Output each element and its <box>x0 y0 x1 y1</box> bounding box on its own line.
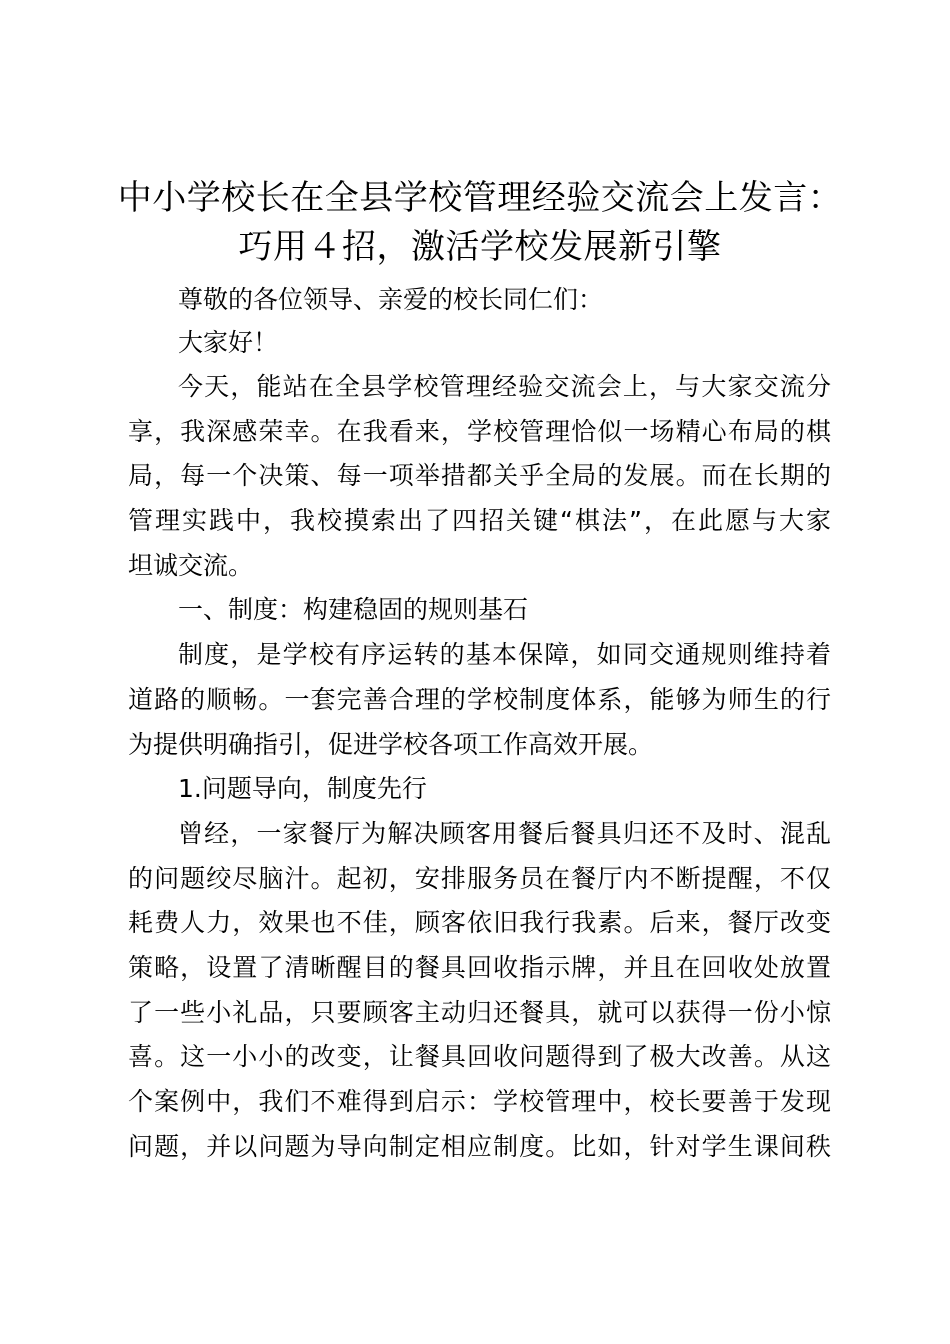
subsection-body-line-6: 喜。这一小小的改变，让餐具回收问题得到了极大改善。从这 <box>128 1042 831 1071</box>
intro-line-4: 管理实践中，我校摸索出了四招关键“棋法”，在此愿与大家 <box>128 506 831 535</box>
intro-line-3: 局，每一个决策、每一项举措都关乎全局的发展。而在长期的 <box>128 461 831 490</box>
intro-line-2: 享，我深感荣幸。在我看来，学校管理恰似一场精心布局的棋 <box>128 417 831 446</box>
intro-line-5: 坦诚交流。 <box>128 551 254 580</box>
subsection-heading: 1.问题导向，制度先行 <box>178 774 427 803</box>
subsection-body-line-1: 曾经，一家餐厅为解决顾客用餐后餐具归还不及时、混乱 <box>178 819 831 848</box>
subsection-body-line-3: 耗费人力，效果也不佳，顾客依旧我行我素。后来，餐厅改变 <box>128 908 831 937</box>
subsection-body-line-4: 策略，设置了清晰醒目的餐具回收指示牌，并且在回收处放置 <box>128 953 831 982</box>
salutation: 尊敬的各位领导、亲爱的校长同仁们： <box>178 285 604 314</box>
greeting: 大家好！ <box>178 328 279 357</box>
subsection-body-line-2: 的问题绞尽脑汁。起初，安排服务员在餐厅内不断提醒，不仅 <box>128 864 831 893</box>
section-body-line-3: 为提供明确指引，促进学校各项工作高效开展。 <box>128 730 654 759</box>
section-body-line-2: 道路的顺畅。一套完善合理的学校制度体系，能够为师生的行 <box>128 685 831 714</box>
intro-line-1: 今天，能站在全县学校管理经验交流会上，与大家交流分 <box>178 372 831 401</box>
subsection-body-line-7: 个案例中，我们不难得到启示：学校管理中，校长要善于发现 <box>128 1087 831 1116</box>
document-title-line-1: 中小学校长在全县学校管理经验交流会上发言： <box>117 178 843 218</box>
section-body-line-1: 制度，是学校有序运转的基本保障，如同交通规则维持着 <box>178 640 831 669</box>
section-heading: 一、制度：构建稳固的规则基石 <box>178 595 529 624</box>
document-title-line-2: 巧用４招，激活学校发展新引擎 <box>238 227 722 267</box>
subsection-body-line-5: 了一些小礼品，只要顾客主动归还餐具，就可以获得一份小惊 <box>128 998 831 1027</box>
subsection-body-line-8: 问题，并以问题为导向制定相应制度。比如，针对学生课间秩 <box>128 1132 831 1161</box>
